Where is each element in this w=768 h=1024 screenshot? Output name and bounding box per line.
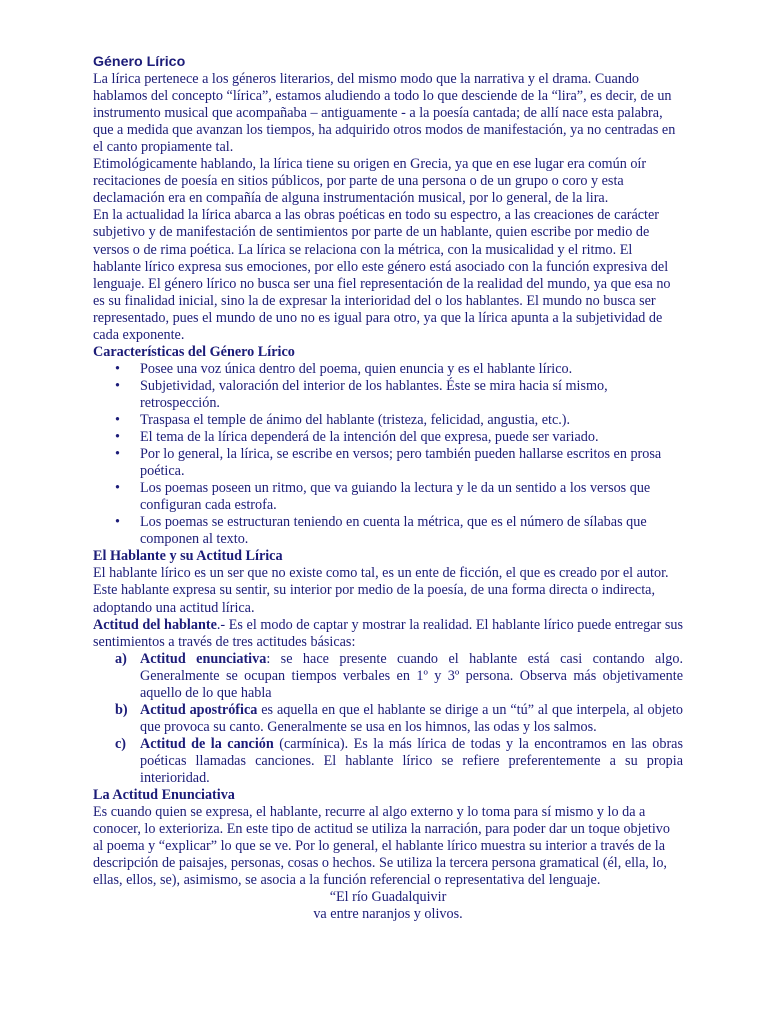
enunciativa-paragraph: Es cuando quien se expresa, el hablante, recurre al algo externo y lo toma para sí mismo y lo da a conocer, lo exterioriza. En este tipo de actitud se utiliza la narración, para poder dar un toque objetivo al poema y “explicar” lo que se ve. Por lo general, el hablante lírico muestra su interior a través de la descripción de paisajes, personas, cosas o hechos. Se utiliza la tercera persona gramatical (él, ella, lo, ellas, ellos, se), asimismo, se asocia a la función referencial o representativa del lenguaje.: [93, 804, 670, 889]
list-item: [115, 735, 683, 787]
actitud-enunciativa-text: : se hace presente cuando el hablante está casi contando algo. Generalmente se ocupan tiempos verbales en 1º y 3º persona. Observa más objetivamente aquello de lo que habla: [140, 650, 683, 701]
actitud-apostrofica-text: es aquella en que el hablante se dirige a un “tú” al que interpela, al objeto que provoca su canto. Generalmente se usa en los himnos, las odas y los salmos.: [140, 701, 683, 735]
list-item: • Posee una voz única dentro del poema, quien enuncia y es el hablante lírico.: [140, 361, 683, 378]
list-marker: b): [115, 701, 128, 718]
intro-paragraph-1: La lírica pertenece a los géneros literarios, del mismo modo que la narrativa y el drama. Cuando hablamos del concepto “lírica”, estamos aludiendo a todo lo que desciende de la “lira”, es decir, de un instrumento musical que acompañaba – antiguamente - a la poesía cantada; de allí nace esta palabra, que a medida que avanzan los tiempos, ha adquirido otros modos de manifestación, ya no centradas en el canto propiamente tal.: [93, 71, 676, 156]
heading-actitud-enunciativa: La Actitud Enunciativa: [93, 787, 235, 804]
list-item: • Los poemas poseen un ritmo, que va guiando la lectura y le da un sentido a los versos que configuran cada estrofa.: [140, 480, 683, 514]
document-page: [93, 54, 683, 923]
list-marker: c): [115, 735, 127, 752]
actitud-apostrofica-term: Actitud apostrófica: [140, 701, 258, 718]
list-item: [115, 650, 683, 702]
list-item: • Por lo general, la lírica, se escribe en versos; pero también pueden hallarse escritos en prosa poética.: [140, 446, 683, 480]
list-item: • Traspasa el temple de ánimo del hablante (tristeza, felicidad, angustia, etc.).: [140, 412, 683, 429]
actitud-text: .- Es el modo de captar y mostrar la realidad. El hablante lírico puede entregar sus sentimientos a través de tres actitudes básicas:: [93, 616, 683, 650]
list-item: • Los poemas se estructuran teniendo en cuenta la métrica, que es el número de sílabas que componen al texto.: [140, 514, 683, 548]
heading-hablante: El Hablante y su Actitud Lírica: [93, 548, 283, 565]
list-item: [115, 701, 683, 736]
list-item: • El tema de la lírica dependerá de la intención del que expresa, puede ser variado.: [140, 429, 683, 446]
list-marker: a): [115, 650, 127, 667]
actitud-paragraph: [93, 617, 683, 651]
heading-genero-lirico: Género Lírico: [93, 54, 186, 70]
poem-line-1: “El río Guadalquivir: [329, 889, 447, 906]
actitudes-list: [93, 651, 683, 787]
heading-caracteristicas: Características del Género Lírico: [93, 343, 295, 360]
actitud-cancion-text: (carmínica). Es la más lírica de todas y la encontramos en las obras poéticas llamadas canciones. El hablante lírico se refiere preferentemente a su propia interioridad.: [140, 735, 683, 786]
actitud-enunciativa-term: Actitud enunciativa: [140, 650, 267, 667]
intro-paragraph-2: Etimológicamente hablando, la lírica tiene su origen en Grecia, ya que en ese lugar era común oír recitaciones de poesía en sitios públicos, por parte de una persona o de un grupo o coro y esta declamación era en compañía de alguna instrumentación musical, por lo general, de la lira.: [93, 156, 647, 207]
caracteristicas-list: [93, 361, 683, 549]
actitud-term: Actitud del hablante: [93, 616, 217, 633]
poem-line-2: va entre naranjos y olivos.: [313, 906, 463, 923]
list-item: • Subjetividad, valoración del interior de los hablantes. Éste se mira hacia sí mismo, retrospección.: [140, 378, 683, 412]
actitud-cancion-term: Actitud de la canción: [140, 735, 274, 752]
hablante-paragraph: El hablante lírico es un ser que no existe como tal, es un ente de ficción, el que es creado por el autor. Este hablante expresa su sentir, su interior por medio de la poesía, de una forma directa o indirecta, adoptando una actitud lírica.: [93, 565, 669, 616]
intro-paragraph-3: En la actualidad la lírica abarca a las obras poéticas en todo su espectro, a las creaciones de carácter subjetivo y de manifestación de sentimientos por parte de un hablante, quien escribe por medio de versos o de rima poética. La lírica se relaciona con la métrica, con la musicalidad y el ritmo. El hablante lírico expresa sus emociones, por ello este género está asociado con la función expresiva del lenguaje. El género lírico no busca ser una fiel representación de la realidad del mundo, ya que esa no es su finalidad inicial, sino la de expresar la interioridad del o los hablantes. El mundo no busca ser representado, pues el mundo de uno no es igual para otro, ya que la lírica apunta a la subjetividad de cada exponente.: [93, 207, 671, 343]
